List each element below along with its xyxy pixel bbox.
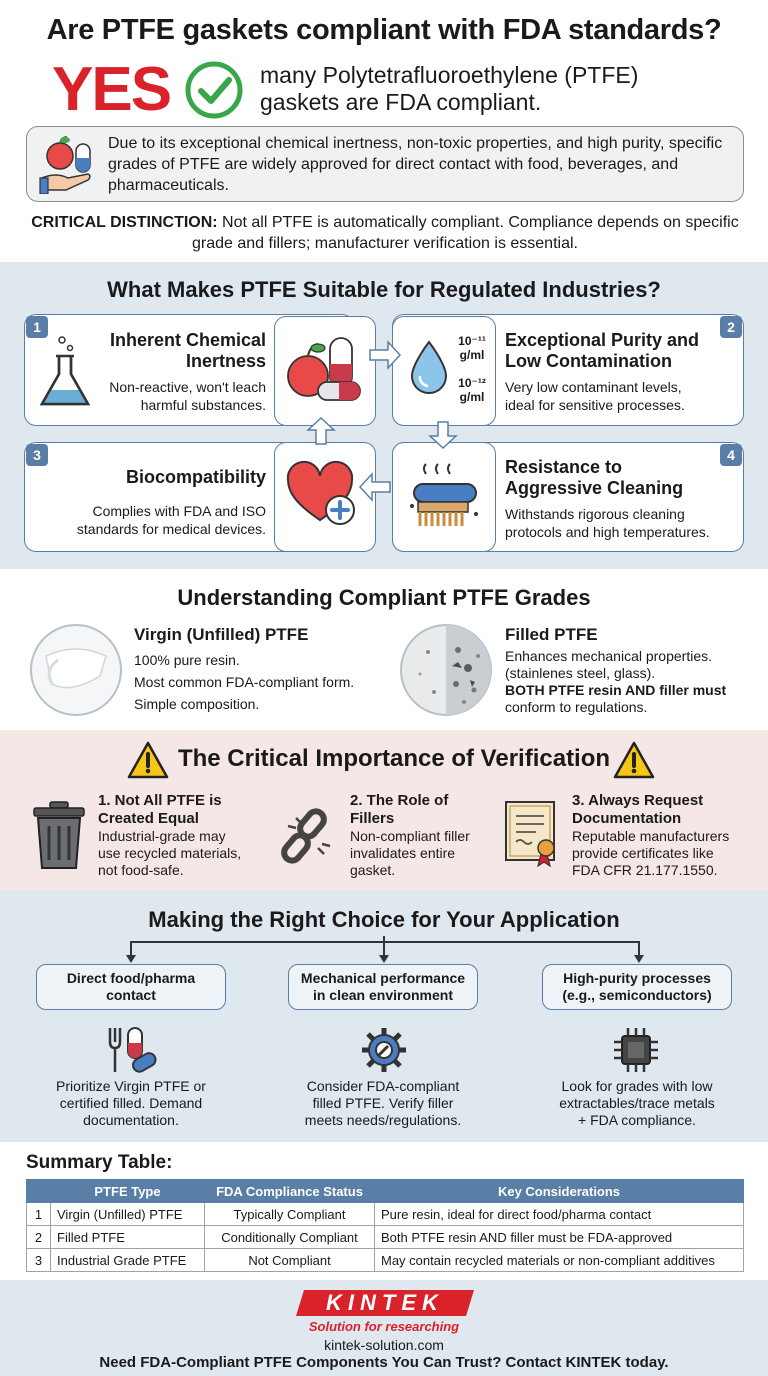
choice-option-mechanical: Mechanical performance in clean environment bbox=[288, 964, 478, 1010]
arrow-left-icon bbox=[358, 472, 392, 502]
table-cell: May contain recycled materials or non-compliant additives bbox=[375, 1249, 744, 1272]
certificate-icon bbox=[502, 798, 564, 868]
table-cell: Industrial Grade PTFE bbox=[51, 1249, 205, 1272]
table-row bbox=[27, 1249, 744, 1272]
arrow-up-icon bbox=[306, 416, 336, 446]
filled-desc: Enhances mechanical properties. (stainlenes steel, glass). BOTH PTFE resin AND filler must conform to regulations. bbox=[505, 648, 727, 715]
table-cell: Filled PTFE bbox=[51, 1226, 205, 1249]
card-desc: Very low contaminant levels, ideal for sensitive processes. bbox=[505, 379, 685, 413]
table-cell: Typically Compliant bbox=[205, 1203, 375, 1226]
flask-icon bbox=[36, 334, 94, 412]
verification-title: The Critical Importance of Verification bbox=[177, 745, 611, 772]
verification-item-title: 1. Not All PTFE is Created Equal bbox=[98, 792, 222, 827]
choice-option-high-purity: High-purity processes (e.g., semiconductors) bbox=[542, 964, 732, 1010]
critical-distinction: CRITICAL DISTINCTION: Not all PTFE is automatically compliant. Compliance depends on specific grade and fillers; manufacturer verification is essential. bbox=[31, 214, 739, 252]
apple-pill-icon bbox=[282, 334, 368, 406]
hand-apple-pill-icon bbox=[38, 134, 100, 194]
choice-desc: Prioritize Virgin PTFE or certified filled. Demand documentation. bbox=[56, 1078, 206, 1128]
choice-desc: Consider FDA-compliant filled PTFE. Verify filler meets needs/regulations. bbox=[304, 1078, 462, 1128]
virgin-title: Virgin (Unfilled) PTFE bbox=[134, 625, 309, 644]
yes-statement: many Polytetrafluoroethylene (PTFE) gaskets are FDA compliant. bbox=[260, 62, 639, 115]
card-number: 1 bbox=[26, 316, 48, 338]
trash-bin-icon bbox=[30, 800, 88, 870]
choice-title: Making the Right Choice for Your Application bbox=[148, 907, 620, 932]
table-row bbox=[27, 1203, 744, 1226]
table-cell: Conditionally Compliant bbox=[205, 1226, 375, 1249]
call-to-action: Need FDA-Compliant PTFE Components You Can Trust? Contact KINTEK today. bbox=[99, 1354, 669, 1371]
virgin-ptfe-icon bbox=[28, 622, 124, 718]
card-title: Exceptional Purity and Low Contamination bbox=[505, 330, 700, 371]
heart-plus-icon bbox=[286, 460, 362, 530]
verification-item-desc: Reputable manufacturers provide certificates like FDA CFR 21.177.1550. bbox=[572, 828, 730, 878]
fork-pill-icon bbox=[106, 1026, 158, 1074]
yes-label: YES bbox=[52, 55, 171, 124]
table-header-cell: FDA Compliance Status bbox=[205, 1180, 375, 1203]
broken-chain-icon bbox=[274, 804, 340, 868]
table-cell: 1 bbox=[27, 1203, 51, 1226]
warning-icon bbox=[126, 740, 170, 780]
table-cell: Virgin (Unfilled) PTFE bbox=[51, 1203, 205, 1226]
card-title: Resistance to Aggressive Cleaning bbox=[505, 457, 684, 498]
verification-item-desc: Non-compliant filler invalidates entire gasket. bbox=[350, 828, 470, 878]
brush-icon bbox=[408, 462, 484, 532]
card-number: 4 bbox=[720, 444, 742, 466]
card-number: 3 bbox=[26, 444, 48, 466]
table-header-cell: PTFE Type bbox=[51, 1180, 205, 1203]
check-circle-icon bbox=[184, 60, 244, 120]
brand-tagline: Solution for researching bbox=[308, 1319, 460, 1334]
table-header-row bbox=[27, 1180, 744, 1203]
choice-desc: Look for grades with low extractables/trace metals + FDA compliance. bbox=[559, 1078, 715, 1128]
card-desc: Withstands rigorous cleaning protocols and high temperatures. bbox=[505, 506, 710, 540]
choice-option-food-pharma: Direct food/pharma contact bbox=[36, 964, 226, 1010]
grades-title: Understanding Compliant PTFE Grades bbox=[177, 585, 591, 610]
card-title: Inherent Chemical Inertness bbox=[109, 330, 266, 371]
purity-bottom-value: 10⁻¹² g/ml bbox=[458, 376, 486, 404]
table-cell: Not Compliant bbox=[205, 1249, 375, 1272]
table-header-cell: Key Considerations bbox=[375, 1180, 744, 1203]
warning-icon bbox=[612, 740, 656, 780]
table-cell: 2 bbox=[27, 1226, 51, 1249]
table-cell: Both PTFE resin AND filler must be FDA-approved bbox=[375, 1226, 744, 1249]
card-title: Biocompatibility bbox=[125, 467, 266, 487]
gear-wrench-icon bbox=[360, 1026, 408, 1074]
filled-ptfe-icon bbox=[398, 622, 494, 718]
summary-table bbox=[26, 1179, 744, 1272]
water-drop-icon bbox=[408, 340, 450, 396]
table-cell: Pure resin, ideal for direct food/pharma contact bbox=[375, 1203, 744, 1226]
brand-name: KINTEK bbox=[326, 1290, 444, 1315]
purity-top-value: 10⁻¹¹ g/ml bbox=[458, 334, 486, 362]
suitable-title: What Makes PTFE Suitable for Regulated Industries? bbox=[107, 277, 661, 302]
website-link[interactable]: kintek-solution.com bbox=[324, 1337, 444, 1353]
filled-title: Filled PTFE bbox=[505, 625, 598, 644]
verification-item-desc: Industrial-grade may use recycled materials, not food-safe. bbox=[98, 828, 242, 878]
microchip-icon bbox=[612, 1026, 660, 1074]
verification-item-title: 3. Always Request Documentation bbox=[572, 792, 704, 827]
page-title: Are PTFE gaskets compliant with FDA standards? bbox=[46, 14, 722, 46]
arrow-right-icon bbox=[368, 340, 402, 370]
card-desc: Non-reactive, won't leach harmful substances. bbox=[109, 379, 266, 413]
arrow-down-icon bbox=[428, 420, 458, 450]
table-header-cell bbox=[27, 1180, 51, 1203]
virgin-desc: 100% pure resin. Most common FDA-compliant form. Simple composition. bbox=[134, 652, 355, 712]
card-desc: Complies with FDA and ISO standards for medical devices. bbox=[76, 503, 266, 537]
summary-title: Summary Table: bbox=[26, 1152, 173, 1173]
table-row bbox=[27, 1226, 744, 1249]
table-cell: 3 bbox=[27, 1249, 51, 1272]
card-number: 2 bbox=[720, 316, 742, 338]
verification-item-title: 2. The Role of Fillers bbox=[350, 792, 449, 827]
intro-text: Due to its exceptional chemical inertness, non-toxic properties, and high purity, specific grades of PTFE are widely approved for direct contact with food, beverages, and pharmaceuticals. bbox=[108, 135, 723, 194]
